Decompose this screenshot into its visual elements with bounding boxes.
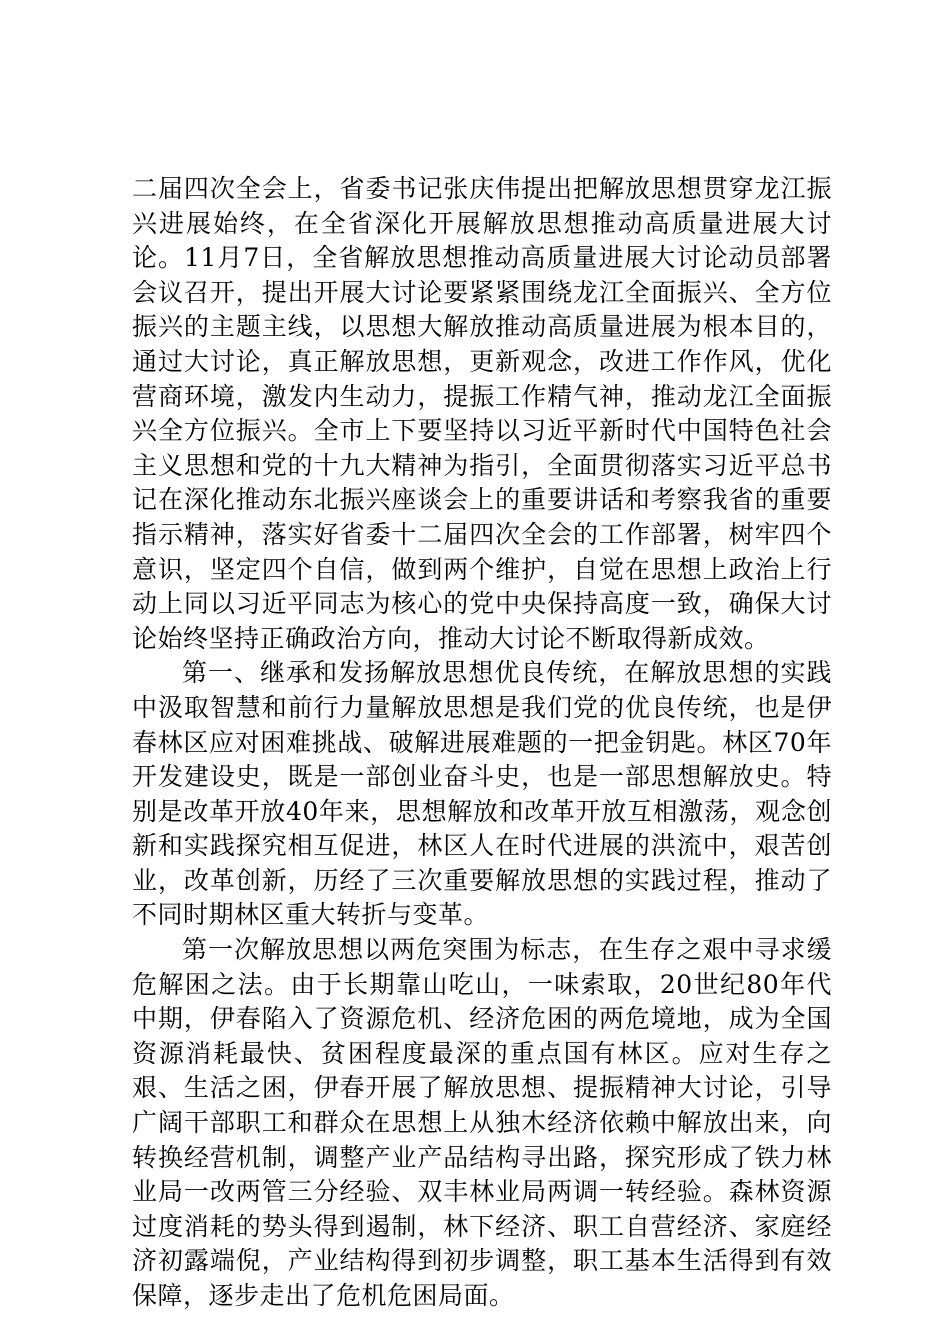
paragraph-3: 第一次解放思想以两危突围为标志，在生存之艰中寻求缓危解困之法。由于长期靠山吃山，一味索取，20世纪80年代中期，伊春陷入了资源危机、经济危困的两危境地，成为全国资源消耗最快、贫困程度最深的重点国有林区。应对生存之艰、生活之困，伊春开展了解放思想、提振精神大讨论，引导广阔干部职工和群众在思想上从独木经济依赖中解放出来，向转换经营机制，调整产业产品结构寻出路，探究形成了铁力林业局一改两管三分经验、双丰林业局两调一转经验。森林资源过度消耗的势头得到遏制，林下经济、职工自营经济、家庭经济初露端倪，产业结构得到初步调整，职工基本生活得到有效保障，逐步走出了危机危困局面。 bbox=[132, 935, 832, 1310]
paragraph-1: 二届四次全会上，省委书记张庆伟提出把解放思想贯穿龙江振兴进展始终，在全省深化开展解放思想推动高质量进展大讨论。11月7日，全省解放思想推动高质量进展大讨论动员部署会议召开，提出开展大讨论要紧紧围绕龙江全面振兴、全方位振兴的主题主线，以思想大解放推动高质量进展为根本目的，通过大讨论，真正解放思想，更新观念，改进工作作风，优化营商环境，激发内生动力，提振工作精气神，推动龙江全面振兴全方位振兴。全市上下要坚持以习近平新时代中国特色社会主义思想和党的十九大精神为指引，全面贯彻落实习近平总书记在深化推动东北振兴座谈会上的重要讲话和考察我省的重要指示精神，落实好省委十二届四次全会的工作部署，树牢四个意识，坚定四个自信，做到两个维护，自觉在思想上政治上行动上同以习近平同志为核心的党中央保持高度一致，确保大讨论始终坚持正确政治方向，推动大讨论不断取得新成效。 bbox=[132, 174, 832, 653]
document-body bbox=[132, 172, 832, 1314]
paragraph-2: 第一、继承和发扬解放思想优良传统，在解放思想的实践中汲取智慧和前行力量解放思想是我们党的优良传统，也是伊春林区应对困难挑战、破解进展难题的一把金钥匙。林区70年开发建设史，既是一部创业奋斗史，也是一部思想解放史。特别是改革开放40年来，思想解放和改革开放互相激荡，观念创新和实践探究相互促进，林区人在时代进展的洪流中，艰苦创业，改革创新，历经了三次重要解放思想的实践过程，推动了不同时期林区重大转折与变革。 bbox=[132, 658, 832, 930]
